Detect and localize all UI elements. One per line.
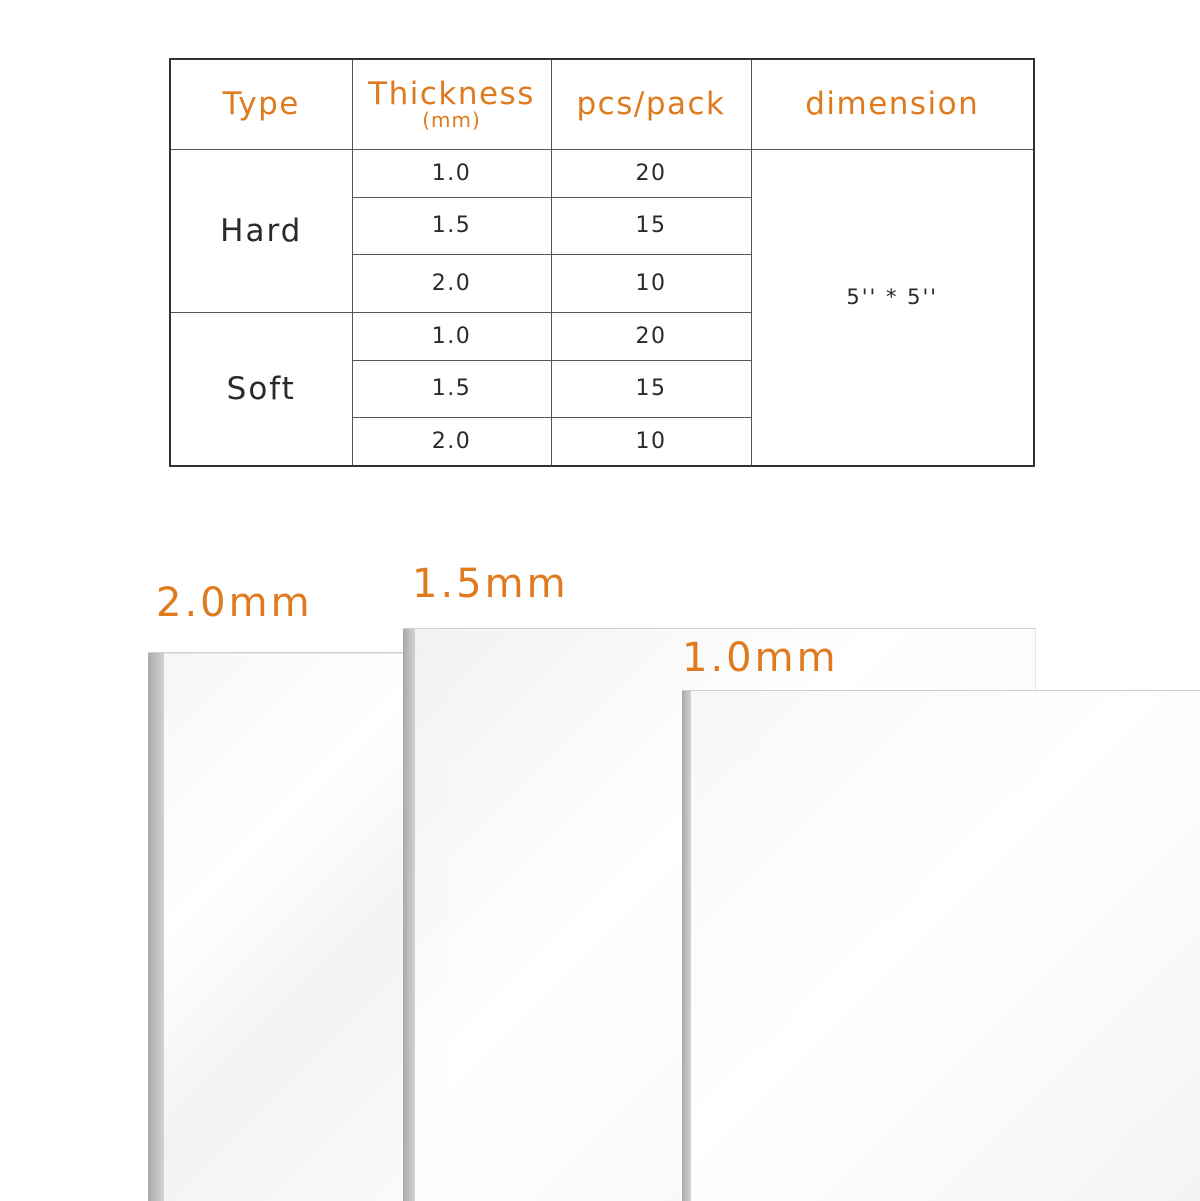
thickness-label-1-5mm: 1.5mm xyxy=(412,561,569,607)
pcs-cell: 15 xyxy=(551,197,751,255)
thickness-cell: 1.5 xyxy=(352,197,551,255)
sheet-edge xyxy=(148,653,164,1201)
header-thickness-label: Thickness xyxy=(368,76,535,112)
thickness-cell: 2.0 xyxy=(352,418,551,466)
type-cell-hard: Hard xyxy=(170,150,352,313)
header-dimension: dimension xyxy=(751,59,1034,150)
table-row xyxy=(170,150,1034,198)
header-thickness xyxy=(352,59,551,150)
sheet-edge xyxy=(682,691,691,1201)
spec-table xyxy=(169,58,1035,467)
dimension-cell: 5'' * 5'' xyxy=(751,150,1034,467)
pcs-cell: 15 xyxy=(551,360,751,418)
type-cell-soft: Soft xyxy=(170,313,352,466)
pcs-cell: 10 xyxy=(551,418,751,466)
sheet-1mm xyxy=(682,690,1200,1201)
sheet-edge xyxy=(403,629,415,1201)
pcs-cell: 20 xyxy=(551,150,751,198)
table-header-row xyxy=(170,59,1034,150)
header-thickness-unit: (mm) xyxy=(422,108,481,132)
thickness-cell: 1.0 xyxy=(352,313,551,361)
header-type: Type xyxy=(170,59,352,150)
thickness-label-1mm: 1.0mm xyxy=(682,635,839,681)
header-pcs-pack: pcs/pack xyxy=(551,59,751,150)
pcs-cell: 10 xyxy=(551,255,751,313)
pcs-cell: 20 xyxy=(551,313,751,361)
thickness-cell: 1.5 xyxy=(352,360,551,418)
thickness-cell: 2.0 xyxy=(352,255,551,313)
thickness-label-2mm: 2.0mm xyxy=(156,580,313,626)
thickness-cell: 1.0 xyxy=(352,150,551,198)
